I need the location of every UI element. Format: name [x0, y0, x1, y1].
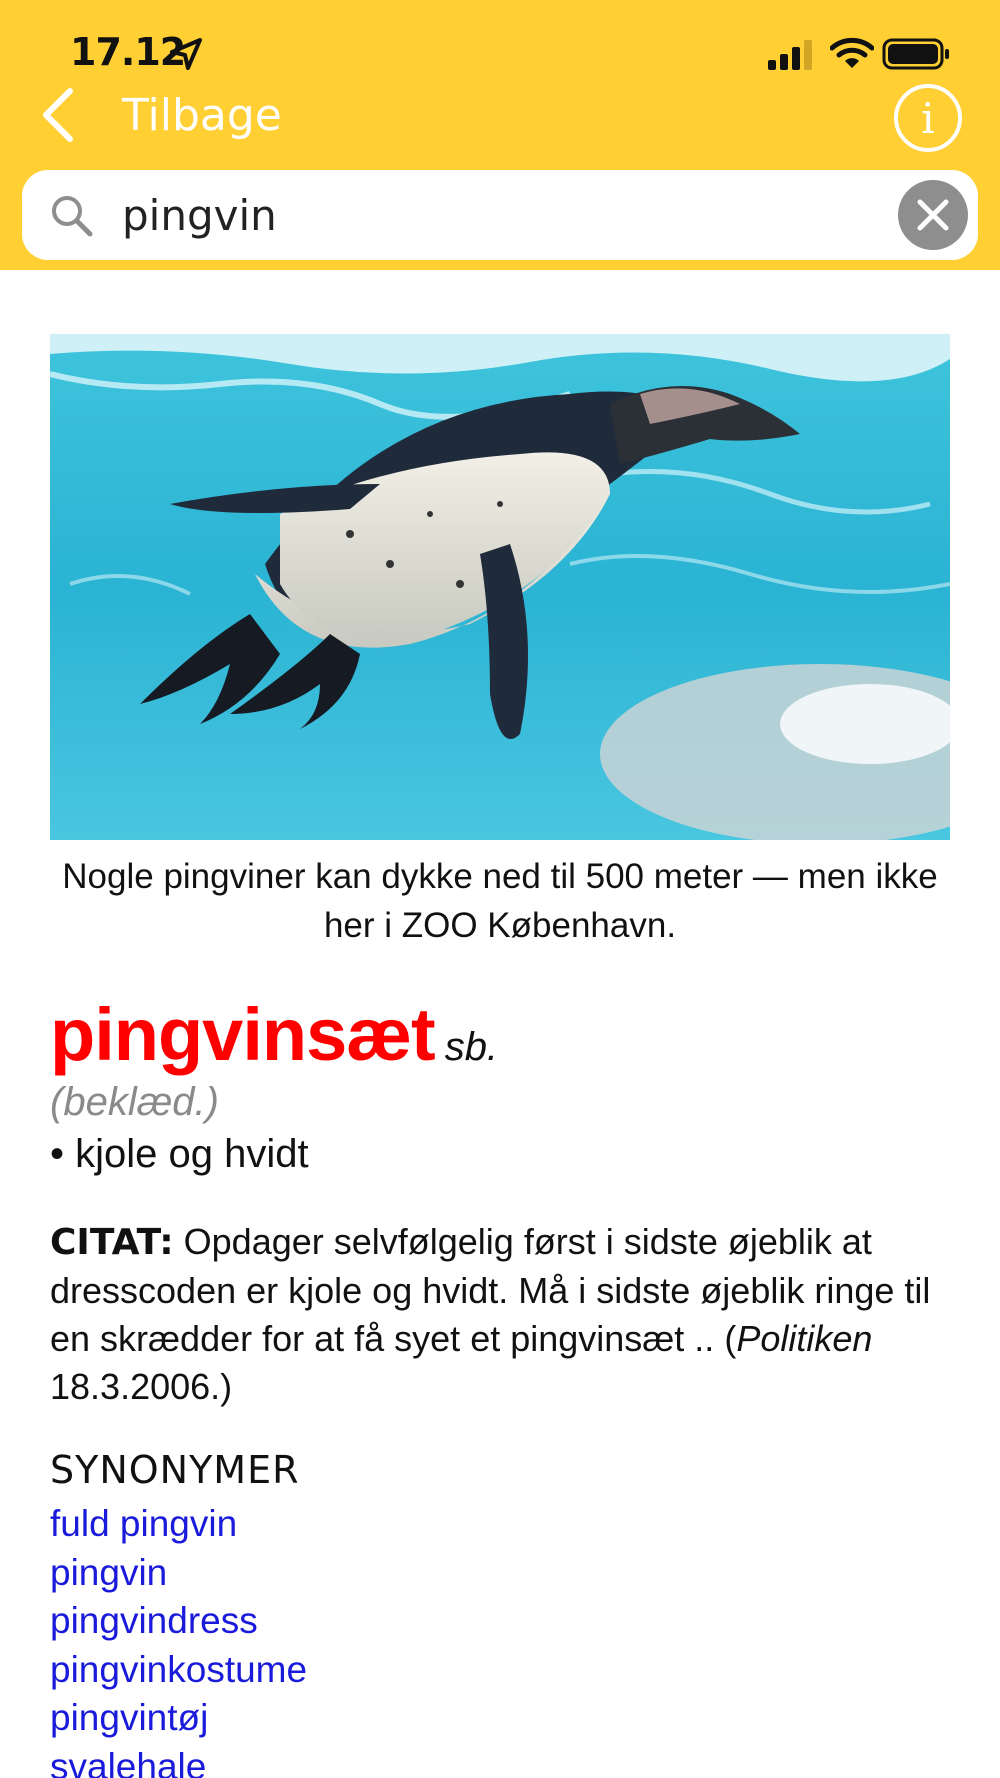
entry-headword-line — [50, 992, 498, 1077]
wifi-icon — [830, 36, 874, 70]
citation-label: CITAT: — [50, 1222, 174, 1263]
close-icon — [915, 197, 951, 233]
battery-icon — [882, 38, 952, 70]
usage-domain: (beklæd.) — [50, 1080, 219, 1124]
synonym-link[interactable]: pingvindress — [50, 1600, 258, 1641]
citation-source: Politiken — [736, 1318, 873, 1359]
search-input[interactable] — [112, 178, 912, 252]
penguin-photo — [50, 334, 950, 840]
cellular-signal-icon — [768, 40, 816, 70]
part-of-speech: sb. — [444, 1025, 499, 1069]
search-icon — [50, 194, 94, 238]
citation — [50, 1218, 950, 1411]
info-button[interactable] — [894, 84, 962, 152]
synonym-link[interactable]: pingvintøj — [50, 1697, 209, 1738]
info-icon: i — [921, 93, 935, 143]
citation-date: 18.3.2006.) — [50, 1366, 233, 1407]
synonym-link[interactable]: pingvinkostume — [50, 1648, 308, 1690]
search-bar — [22, 170, 978, 260]
photo-caption: Nogle pingviner kan dykke ned til 500 meter — men ikke her i ZOO København. — [62, 857, 938, 945]
location-arrow-icon — [168, 36, 204, 72]
synonym-link[interactable]: pingvin — [50, 1551, 168, 1593]
synonyms-list — [50, 1500, 307, 1778]
entry-headword: pingvinsæt — [50, 993, 435, 1076]
synonym-link[interactable]: svalehale — [50, 1745, 207, 1778]
synonym-link[interactable]: fuld pingvin — [50, 1503, 238, 1544]
status-time: 17.12 — [70, 30, 186, 74]
chevron-left-icon — [36, 85, 80, 145]
citation-text: Opdager selvfølgelig først i sidste øjeblik at dresscoden er kjole og hvidt. Må i sidste øjeblik ringe til en skrædder for at få syet et pingvinsæt .. ( — [50, 1221, 931, 1359]
back-label: Tilbage — [122, 89, 282, 141]
sense-definition: • kjole og hvidt — [50, 1132, 309, 1176]
synonyms-heading: SYNONYMER — [50, 1448, 300, 1492]
clear-search-button[interactable] — [898, 180, 968, 250]
header — [0, 0, 1000, 270]
back-button[interactable] — [36, 80, 282, 150]
